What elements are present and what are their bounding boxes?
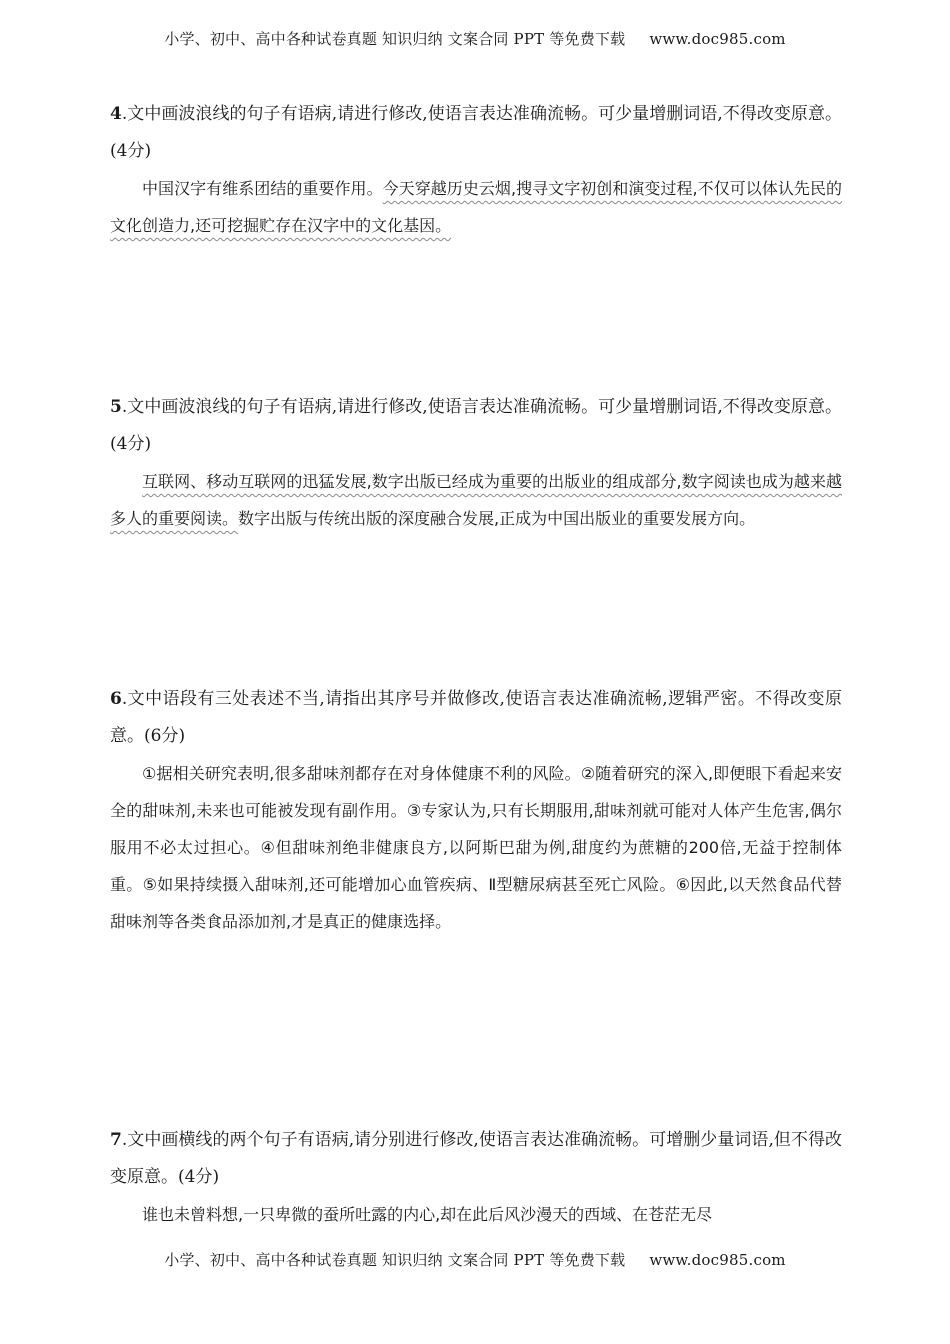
question-number: 4 <box>110 104 122 124</box>
wavy-underlined-sentence: 互联网、移动互联网的迅猛发展,数字出版已经成为重要的出版业的组成部分,数字阅读也成为越来越多人的重要阅读。 <box>110 472 842 528</box>
question-6-prompt: 6.文中语段有三处表述不当,请指出其序号并做修改,使语言表达准确流畅,逻辑严密。不得改变原意。(6分) <box>110 689 842 746</box>
question-7 <box>110 1122 842 1233</box>
question-6 <box>110 681 842 940</box>
question-4-passage: 中国汉字有维系团结的重要作用。今天穿越历史云烟,搜寻文字初创和演变过程,不仅可以体认先民的文化创造力,还可挖掘贮存在汉字中的文化基因。 <box>110 179 842 235</box>
footer-text: 小学、初中、高中各种试卷真题 知识归纳 文案合同 PPT 等免费下载 <box>164 1251 626 1269</box>
header-text: 小学、初中、高中各种试卷真题 知识归纳 文案合同 PPT 等免费下载 <box>164 30 626 48</box>
question-5 <box>110 389 842 537</box>
footer-url[interactable]: www.doc985.com <box>649 1251 786 1269</box>
header-url[interactable]: www.doc985.com <box>649 30 786 48</box>
question-number: 6 <box>110 689 122 709</box>
question-5-prompt: 5.文中画波浪线的句子有语病,请进行修改,使语言表达准确流畅。可少量增删词语,不得改变原意。(4分) <box>110 397 842 454</box>
question-5-passage: 互联网、移动互联网的迅猛发展,数字出版已经成为重要的出版业的组成部分,数字阅读也成为越来越多人的重要阅读。数字出版与传统出版的深度融合发展,正成为中国出版业的重要发展方向。 <box>110 472 842 528</box>
question-4 <box>110 96 842 244</box>
question-7-passage: 谁也未曾料想,一只卑微的蚕所吐露的内心,却在此后风沙漫天的西域、在苍茫无尽 <box>142 1205 713 1224</box>
question-4-prompt: 4.文中画波浪线的句子有语病,请进行修改,使语言表达准确流畅。可少量增删词语,不得改变原意。(4分) <box>110 104 842 161</box>
page-footer <box>0 1249 950 1270</box>
question-number: 5 <box>110 397 122 417</box>
question-number: 7 <box>110 1130 122 1150</box>
page-header <box>0 28 950 49</box>
wavy-underlined-sentence: 今天穿越历史云烟,搜寻文字初创和演变过程,不仅可以体认先民的文化创造力,还可挖掘贮存在汉字中的文化基因。 <box>110 179 842 235</box>
question-6-passage: ①据相关研究表明,很多甜味剂都存在对身体健康不利的风险。②随着研究的深入,即便眼下看起来安全的甜味剂,未来也可能被发现有副作用。③专家认为,只有长期服用,甜味剂就可能对人体产生危害,偶尔服用不必太过担心。④但甜味剂绝非健康良方,以阿斯巴甜为例,甜度约为蔗糖的200倍,无益于控制体重。⑤如果持续摄入甜味剂,还可能增加心血管疾病、Ⅱ型糖尿病甚至死亡风险。⑥因此,以天然食品代替甜味剂等各类食品添加剂,才是真正的健康选择。 <box>110 764 842 931</box>
question-7-prompt: 7.文中画横线的两个句子有语病,请分别进行修改,使语言表达准确流畅。可增删少量词语,但不得改变原意。(4分) <box>110 1130 842 1187</box>
